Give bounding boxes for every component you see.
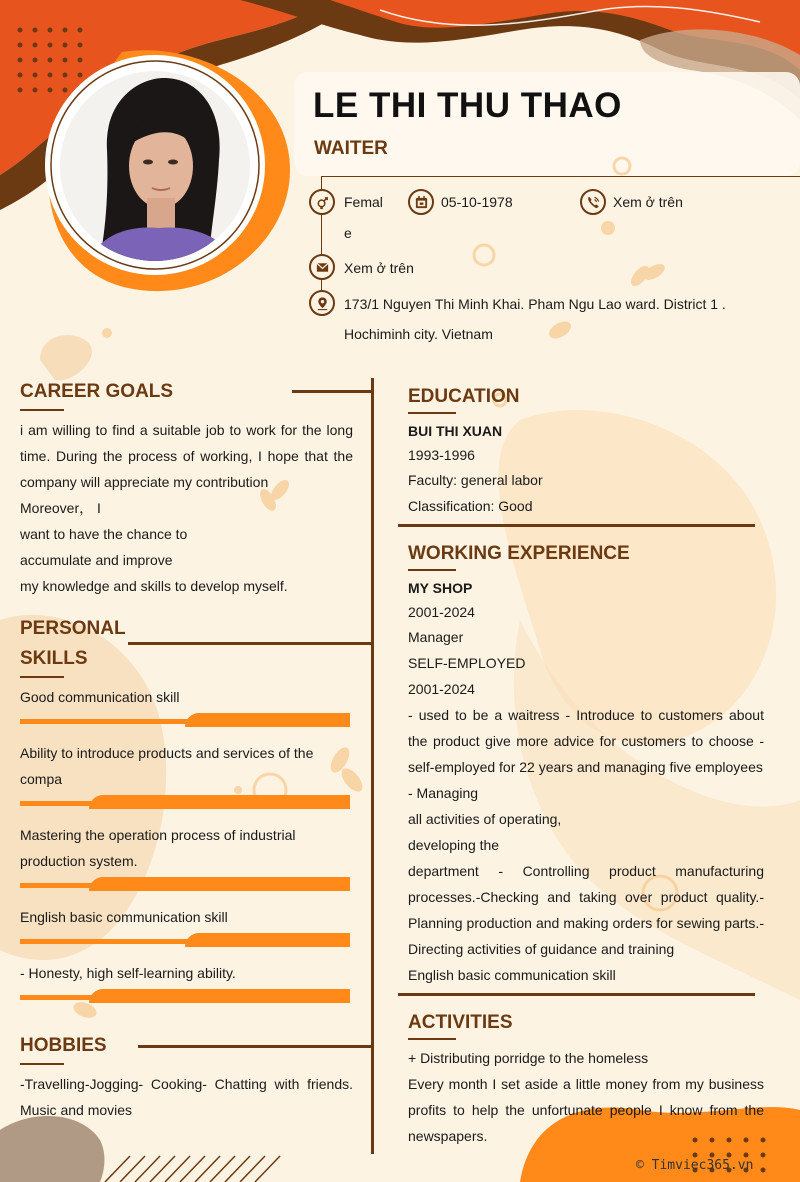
- education-school: BUI THI XUAN: [408, 423, 503, 439]
- hobbies-text: -Travelling-Jogging- Cooking- Chatting with friends. Music and movies: [20, 1076, 353, 1118]
- education-classification: Classification: Good: [408, 498, 533, 514]
- gender-value: Femal: [344, 194, 383, 210]
- education-title: EDUCATION: [408, 386, 520, 407]
- experience-line: - Managing: [408, 785, 479, 801]
- job-title: WAITER: [314, 138, 388, 159]
- skill-label: Mastering the operation process of industrial production system.: [20, 827, 296, 869]
- skill-bar: [20, 877, 350, 891]
- experience-line: developing the: [408, 837, 500, 853]
- experience-company: MY SHOP: [408, 580, 473, 596]
- skills-rule: [128, 642, 372, 645]
- address-line-1: 173/1 Nguyen Thi Minh Khai. Pham Ngu Lao ward. District 1 .: [344, 296, 726, 312]
- watermark: © Timviec365.vn: [636, 1158, 754, 1173]
- activities-line: + Distributing porridge to the homeless: [408, 1050, 649, 1066]
- education-faculty: Faculty: general labor: [408, 472, 543, 488]
- experience-line: all activities of operating,: [408, 811, 562, 827]
- career-goals-line: want to have the chance to: [20, 526, 188, 542]
- experience-description: - used to be a waitress - Introduce to customers about the product give more advice for customers to choose - self-employed for 22 years and managing five employees: [408, 707, 764, 775]
- skill-bar-fill: [89, 989, 350, 1003]
- avatar: [59, 70, 251, 262]
- career-goals-text: i am willing to find a suitable job to work for the long time. During the process of working, I hope that the company will appreciate my contribution: [20, 422, 353, 490]
- career-goals-underline: [20, 409, 64, 411]
- skill-bar: [20, 989, 350, 1003]
- skill-bar: [20, 713, 350, 727]
- experience-period: 2001-2024: [408, 604, 475, 620]
- career-goals-rule: [292, 390, 372, 393]
- skill-bar-fill: [89, 877, 350, 891]
- skill-bar-fill: [89, 795, 350, 809]
- education-period: 1993-1996: [408, 447, 475, 463]
- skill-label: English basic communication skill: [20, 909, 228, 925]
- career-goals-line: my knowledge and skills to develop myself.: [20, 578, 288, 594]
- mail-icon: [309, 254, 335, 280]
- skill-label: - Honesty, high self-learning ability.: [20, 965, 236, 981]
- skills-title: PERSONAL: [20, 618, 126, 639]
- experience-period-2: 2001-2024: [408, 681, 475, 697]
- birthday-value: 05-10-1978: [441, 194, 513, 210]
- skills-underline: [20, 676, 64, 678]
- education-rule: [398, 524, 755, 527]
- address-line-2: Hochiminh city. Vietnam: [344, 326, 493, 342]
- skill-bar-fill: [185, 713, 350, 727]
- candidate-name: LE THI THU THAO: [313, 86, 622, 125]
- experience-rule: [398, 993, 755, 996]
- experience-underline: [408, 569, 456, 571]
- hobbies-underline: [20, 1063, 64, 1065]
- hobbies-title: HOBBIES: [20, 1035, 107, 1056]
- contact-divider: [322, 176, 800, 177]
- experience-last-line: English basic communication skill: [408, 967, 616, 983]
- location-icon: [309, 290, 335, 316]
- skill-bar-fill: [185, 933, 350, 947]
- calendar-icon: [408, 189, 434, 215]
- experience-title: WORKING EXPERIENCE: [408, 543, 630, 564]
- skills-title-2: SKILLS: [20, 648, 88, 669]
- activities-text: Every month I set aside a little money from my business profits to help the unfortunate people I know from the newspapers.: [408, 1076, 764, 1144]
- activities-title: ACTIVITIES: [408, 1012, 513, 1033]
- skill-bar: [20, 795, 350, 809]
- skill-label: Ability to introduce products and services of the compa: [20, 745, 314, 787]
- gender-icon: [309, 189, 335, 215]
- column-divider: [371, 378, 374, 1154]
- email-value: Xem ở trên: [344, 260, 414, 276]
- skill-label: Good communication skill: [20, 689, 180, 705]
- activities-underline: [408, 1038, 456, 1040]
- experience-position: Manager: [408, 629, 464, 645]
- skill-bar: [20, 933, 350, 947]
- career-goals-title: CAREER GOALS: [20, 381, 174, 402]
- experience-description-2: department - Controlling product manufacturing processes.-Checking and taking over product quality.- Planning production and making orders for sewing parts.- Directing activities of guidance and training: [408, 863, 764, 957]
- phone-value: Xem ở trên: [613, 194, 683, 210]
- experience-company-2: SELF-EMPLOYED: [408, 655, 526, 671]
- career-goals-line: accumulate and improve: [20, 552, 173, 568]
- career-goals-line: Moreover， I: [20, 500, 101, 516]
- phone-icon: [580, 189, 606, 215]
- hobbies-rule: [138, 1045, 372, 1048]
- gender-value-wrap: e: [344, 225, 352, 241]
- education-underline: [408, 412, 456, 414]
